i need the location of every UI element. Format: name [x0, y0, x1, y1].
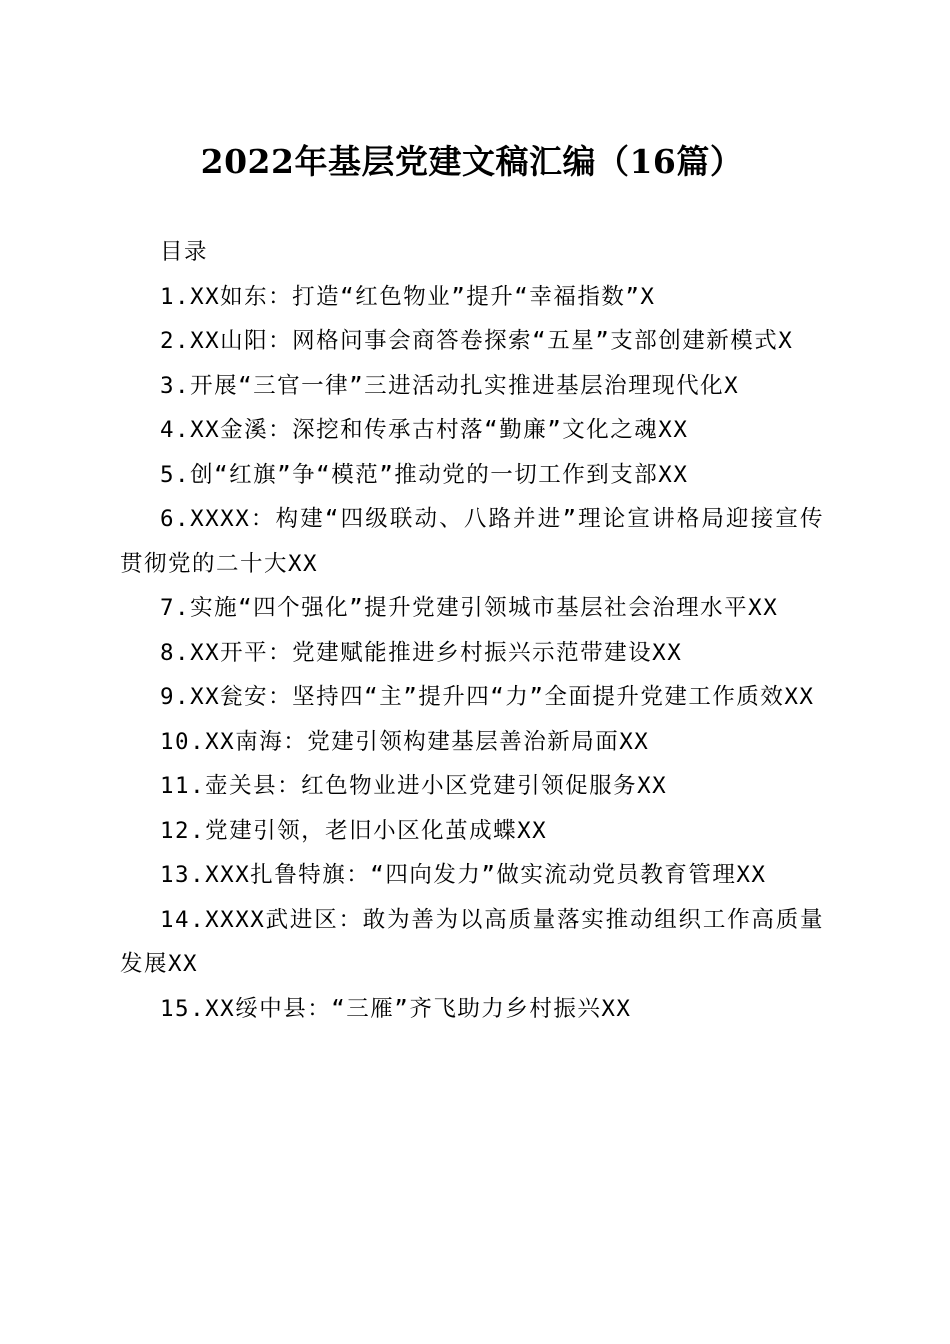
toc-item: 2.XX山阳：网格问事会商答卷探索“五星”支部创建新模式X [160, 328, 794, 354]
toc-heading: 目录 [160, 239, 209, 265]
toc-item: 14.XXXX武进区：敢为善为以高质量落实推动组织工作高质量发展XX [120, 906, 824, 977]
toc-item: 12.党建引领，老旧小区化茧成蝶XX [160, 817, 548, 844]
toc-item: 11.壶关县：红色物业进小区党建引领促服务XX [160, 773, 668, 799]
toc-item: 10.XX南海：党建引领构建基层善治新局面XX [160, 728, 650, 755]
document-title: 2022年基层党建文稿汇编（16篇） [200, 142, 744, 181]
toc-item: 5.创“红旗”争“模范”推动党的一切工作到支部XX [160, 461, 689, 488]
toc-item: 8.XX开平：党建赋能推进乡村振兴示范带建设XX [160, 639, 683, 666]
table-of-contents [120, 230, 824, 1031]
toc-item: 9.XX瓮安：坚持四“主”提升四“力”全面提升党建工作质效XX [160, 684, 815, 710]
toc-item: 13.XXX扎鲁特旗：“四向发力”做实流动党员教育管理XX [160, 862, 767, 888]
toc-item: 15.XX绥中县：“三雁”齐飞助力乡村振兴XX [160, 995, 632, 1022]
toc-item: 7.实施“四个强化”提升党建引领城市基层社会治理水平XX [160, 595, 779, 621]
toc-item: 4.XX金溪：深挖和传承古村落“勤廉”文化之魂XX [160, 417, 689, 443]
toc-item: 6.XXXX：构建“四级联动、八路并进”理论宣讲格局迎接宣传贯彻党的二十大XX [120, 506, 824, 577]
toc-item: 3.开展“三官一律”三进活动扎实推进基层治理现代化X [160, 372, 740, 399]
toc-item: 1.XX如东：打造“红色物业”提升“幸福指数”X [160, 283, 656, 310]
